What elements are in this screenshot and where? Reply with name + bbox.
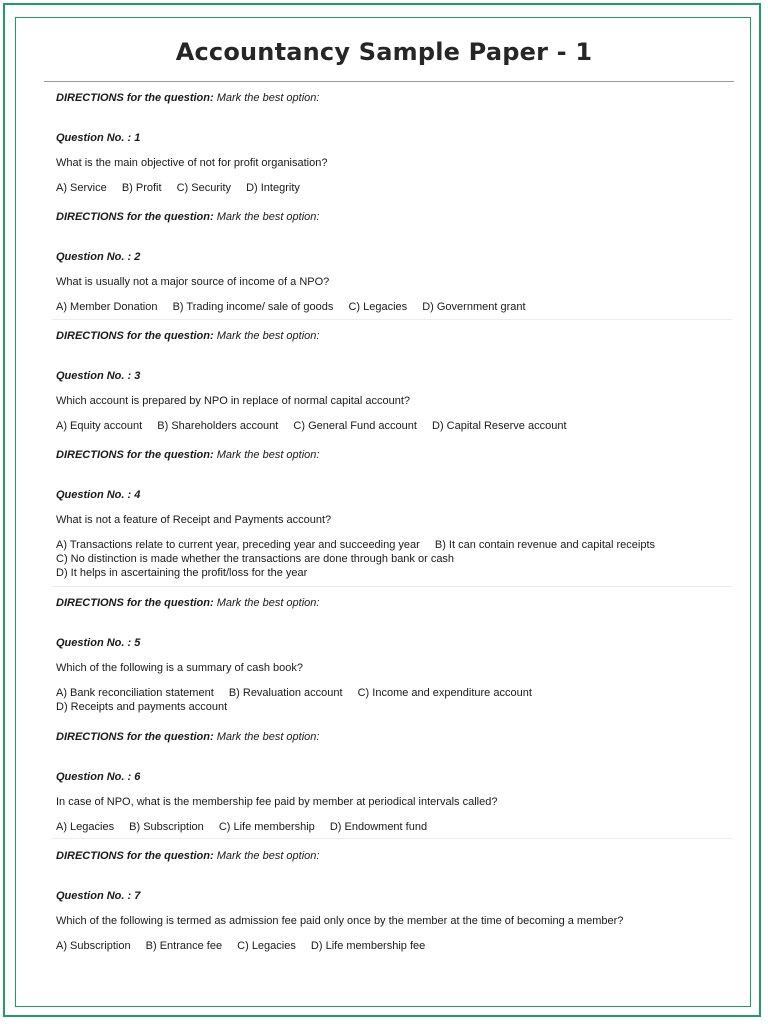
option-c[interactable]: C) No distinction is made whether the transactions are done through bank or cash [56,553,455,565]
option-b[interactable]: B) Entrance fee [145,940,223,952]
question-text: Which of the following is termed as admission fee paid only once by the member at the time of becoming a member? [56,915,624,927]
option-b[interactable]: B) Revaluation account [228,687,343,699]
directions: DIRECTIONS for the question: Mark the best option: [56,850,320,862]
question-block-1 [56,91,327,195]
option-list [56,419,579,433]
option-b[interactable]: B) Shareholders account [157,420,279,432]
option-d[interactable]: D) Life membership fee [310,940,426,952]
directions: DIRECTIONS for the question: Mark the best option: [56,731,320,743]
option-b[interactable]: B) Trading income/ sale of goods [172,301,334,313]
question-block-7 [56,849,623,953]
option-c[interactable]: C) Legacies [348,301,408,313]
option-c[interactable]: C) General Fund account [293,420,417,432]
question-separator [52,319,732,320]
option-list [56,300,538,314]
question-block-4 [56,448,667,580]
question-number: Question No. : 3 [56,370,141,382]
option-c[interactable]: C) Legacies [237,940,296,952]
title-divider [44,81,734,82]
option-a[interactable]: A) Transactions relate to current year, preceding year and succeeding year [56,539,420,551]
option-list [56,686,544,714]
question-number: Question No. : 5 [56,637,141,649]
option-list [56,939,623,953]
directions: DIRECTIONS for the question: Mark the best option: [56,330,320,342]
directions: DIRECTIONS for the question: Mark the best option: [56,597,320,609]
option-c[interactable]: C) Income and expenditure account [357,687,532,699]
question-text: Which of the following is a summary of cash book? [56,662,304,674]
directions: DIRECTIONS for the question: Mark the best option: [56,92,320,104]
question-number: Question No. : 7 [56,890,141,902]
question-number: Question No. : 2 [56,251,141,263]
question-text: In case of NPO, what is the membership fee paid by member at periodical intervals called? [56,796,498,808]
option-a[interactable]: A) Service [56,182,107,194]
option-a[interactable]: A) Legacies [56,821,115,833]
question-number: Question No. : 1 [56,132,141,144]
question-block-6 [56,730,497,834]
question-number: Question No. : 4 [56,489,141,501]
question-separator [52,838,732,839]
option-b[interactable]: B) Profit [121,182,162,194]
option-d[interactable]: D) Government grant [422,301,526,313]
option-b[interactable]: B) Subscription [129,821,204,833]
question-block-3 [56,329,579,433]
option-c[interactable]: C) Life membership [218,821,315,833]
option-list [56,820,497,834]
option-a[interactable]: A) Member Donation [56,301,158,313]
option-d[interactable]: D) Endowment fund [329,821,428,833]
option-d[interactable]: D) Integrity [246,182,300,194]
question-separator [52,586,732,587]
paper-title: Accountancy Sample Paper - 1 [175,38,593,66]
option-a[interactable]: A) Equity account [56,420,143,432]
question-number: Question No. : 6 [56,771,141,783]
option-a[interactable]: A) Bank reconciliation statement [56,687,214,699]
option-list [56,181,327,195]
option-d[interactable]: D) Receipts and payments account [56,701,228,713]
question-text: What is not a feature of Receipt and Payments account? [56,514,332,526]
directions: DIRECTIONS for the question: Mark the best option: [56,211,320,223]
question-text: Which account is prepared by NPO in replace of normal capital account? [56,395,411,407]
option-a[interactable]: A) Subscription [56,940,131,952]
option-list [56,538,667,580]
question-block-2 [56,210,538,314]
option-c[interactable]: C) Security [176,182,232,194]
question-block-5 [56,596,544,714]
question-text: What is the main objective of not for profit organisation? [56,157,328,169]
directions: DIRECTIONS for the question: Mark the best option: [56,449,320,461]
question-text: What is usually not a major source of income of a NPO? [56,276,330,288]
option-d[interactable]: D) Capital Reserve account [432,420,567,432]
option-b[interactable]: B) It can contain revenue and capital receipts [434,539,656,551]
option-d[interactable]: D) It helps in ascertaining the profit/loss for the year [56,567,308,579]
